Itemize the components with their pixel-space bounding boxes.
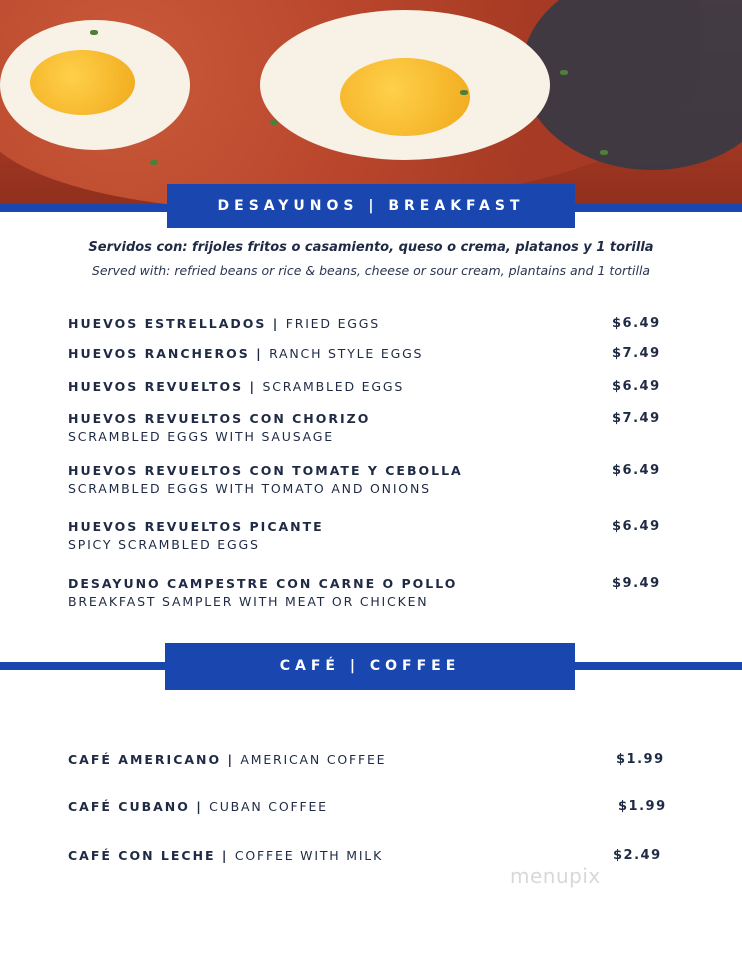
item-description: BREAKFAST SAMPLER WITH MEAT OR CHICKEN bbox=[68, 594, 429, 609]
item-price: $2.49 bbox=[613, 848, 662, 863]
coffee-title-banner bbox=[165, 643, 575, 690]
served-with-spanish: Servidos con: frijoles fritos o casamiento, queso o crema, platanos y 1 torilla bbox=[88, 240, 654, 255]
herb-garnish bbox=[560, 70, 568, 75]
menu-item bbox=[68, 519, 668, 552]
herb-garnish bbox=[90, 30, 98, 35]
item-description: SPICY SCRAMBLED EGGS bbox=[68, 537, 260, 552]
herb-garnish bbox=[460, 90, 468, 95]
item-name: HUEVOS REVUELTOS PICANTE bbox=[68, 519, 324, 534]
item-name: HUEVOS REVUELTOS bbox=[68, 379, 244, 394]
item-separator: | bbox=[221, 752, 241, 767]
watermark: menupix bbox=[510, 864, 601, 888]
item-english-name: AMERICAN COFFEE bbox=[240, 752, 387, 767]
item-name: DESAYUNO CAMPESTRE CON CARNE O POLLO bbox=[68, 576, 458, 591]
item-english-name: COFFEE WITH MILK bbox=[234, 848, 384, 863]
item-name: HUEVOS REVUELTOS CON CHORIZO bbox=[68, 411, 371, 426]
item-price: $1.99 bbox=[618, 799, 667, 814]
item-price: $9.49 bbox=[612, 576, 661, 591]
item-price: $6.49 bbox=[612, 316, 661, 331]
menu-item bbox=[68, 316, 668, 331]
menu-item bbox=[68, 411, 668, 444]
menu-item bbox=[68, 576, 668, 609]
item-english-name: RANCH STYLE EGGS bbox=[269, 346, 424, 361]
item-separator: | bbox=[215, 848, 235, 863]
item-name: CAFÉ CUBANO bbox=[68, 799, 190, 814]
coffee-title: CAFÉ | COFFEE bbox=[279, 658, 461, 674]
item-description: SCRAMBLED EGGS WITH TOMATO AND ONIONS bbox=[68, 481, 431, 496]
menu-item bbox=[68, 379, 668, 394]
herb-garnish bbox=[150, 160, 158, 165]
item-name: HUEVOS REVUELTOS CON TOMATE Y CEBOLLA bbox=[68, 463, 463, 478]
egg-yolk-center bbox=[340, 58, 470, 136]
item-price: $1.99 bbox=[616, 752, 665, 767]
item-price: $6.49 bbox=[612, 519, 661, 534]
item-description: SCRAMBLED EGGS WITH SAUSAGE bbox=[68, 429, 334, 444]
herb-garnish bbox=[270, 120, 278, 125]
item-english-name: SCRAMBLED EGGS bbox=[262, 379, 405, 394]
item-separator: | bbox=[249, 346, 270, 361]
herb-garnish bbox=[600, 150, 608, 155]
egg-yolk-left bbox=[30, 50, 135, 115]
item-name: CAFÉ AMERICANO bbox=[68, 752, 222, 767]
menu-item bbox=[68, 848, 668, 863]
breakfast-title-banner bbox=[167, 184, 575, 228]
item-price: $7.49 bbox=[612, 346, 661, 361]
menu-item bbox=[68, 799, 668, 814]
breakfast-title: DESAYUNOS | BREAKFAST bbox=[217, 198, 525, 214]
hero-food-photo bbox=[0, 0, 742, 205]
menu-item bbox=[68, 463, 668, 496]
served-with-english: Served with: refried beans or rice & beans, cheese or sour cream, plantains and 1 tortilla bbox=[91, 263, 651, 278]
item-separator: | bbox=[266, 316, 286, 331]
item-name: CAFÉ CON LECHE bbox=[68, 848, 216, 863]
item-english-name: FRIED EGGS bbox=[285, 316, 380, 331]
item-price: $6.49 bbox=[612, 379, 661, 394]
menu-item bbox=[68, 752, 668, 767]
item-name: HUEVOS RANCHEROS bbox=[68, 346, 250, 361]
item-separator: | bbox=[189, 799, 210, 814]
item-price: $7.49 bbox=[612, 411, 661, 426]
item-separator: | bbox=[243, 379, 263, 394]
menu-item bbox=[68, 346, 668, 361]
item-name: HUEVOS ESTRELLADOS bbox=[68, 316, 267, 331]
item-english-name: CUBAN COFFEE bbox=[209, 799, 328, 814]
item-price: $6.49 bbox=[612, 463, 661, 478]
